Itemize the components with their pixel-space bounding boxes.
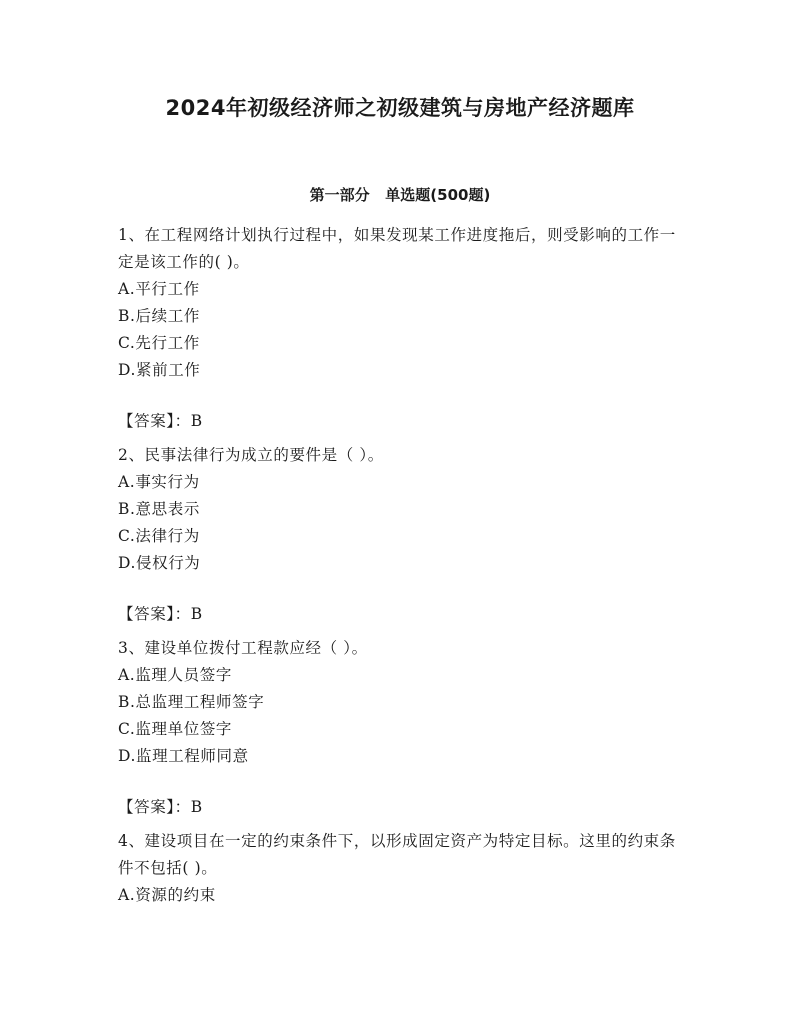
section-title: 第一部分 单选题(500题) [309,186,491,204]
option-c: C.监理单位签字 [118,720,233,738]
question-text: 4、建设项目在一定的约束条件下，以形成固定资产为特定目标。这里的约束条件不包括( )。 [118,832,676,877]
option-a: A.事实行为 [118,473,200,491]
option-a: A.监理人员签字 [118,666,232,684]
option-d: D.紧前工作 [118,361,201,379]
question-text: 1、在工程网络计划执行过程中，如果发现某工作进度拖后，则受影响的工作一定是该工作的( )。 [118,226,676,271]
option-b: B.总监理工程师签字 [118,693,265,711]
question-text: 2、民事法律行为成立的要件是（ ）。 [118,446,384,464]
option-d: D.监理工程师同意 [118,747,249,765]
option-b: B.意思表示 [118,500,200,518]
answer-line: 【答案】：B [118,605,203,623]
option-a: A.资源的约束 [118,886,216,904]
document-title: 2024年初级经济师之初级建筑与房地产经济题库 [165,96,635,120]
question-3 [118,635,688,821]
option-d: D.侵权行为 [118,554,201,572]
option-a: A.平行工作 [118,280,200,298]
answer-line: 【答案】：B [118,412,203,430]
option-b: B.后续工作 [118,307,200,325]
option-c: C.法律行为 [118,527,200,545]
answer-line: 【答案】：B [118,798,203,816]
question-text: 3、建设单位拨付工程款应经（ ）。 [118,639,368,657]
question-4 [118,828,688,909]
question-2 [118,442,688,628]
option-c: C.先行工作 [118,334,200,352]
question-list [118,222,688,909]
question-1 [118,222,688,435]
